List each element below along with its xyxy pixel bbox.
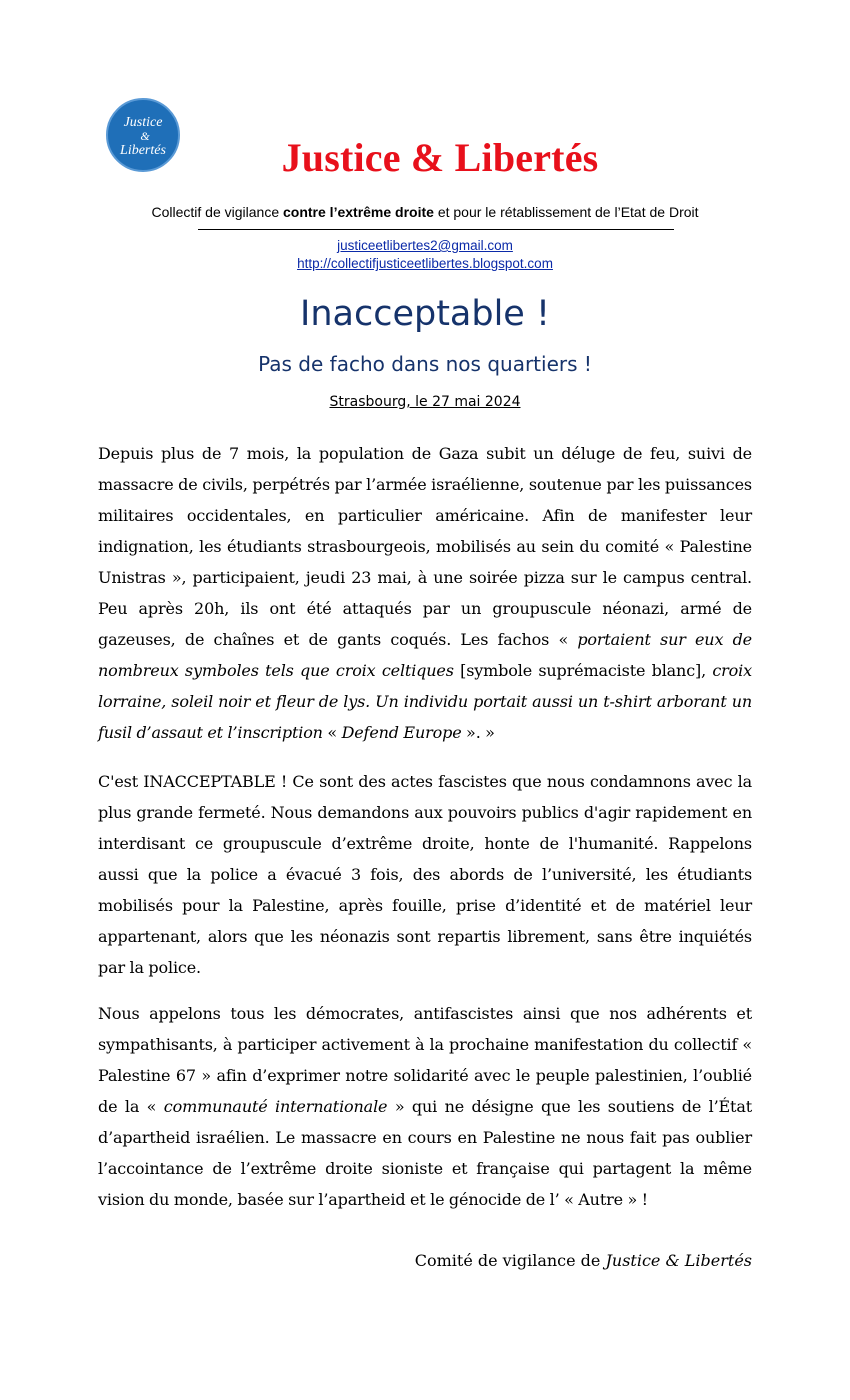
logo-text-line3: Libertés: [120, 143, 166, 158]
paragraph-3: Nous appelons tous les démocrates, antifascistes ainsi que nos adhérents et sympathisants, à participer activement à la prochaine manifestation du collectif « Palestine 67 » afin d’exprimer notre solidarité avec le peuple palestinien, l’oublié de la « communauté internationale » qui ne désigne que les soutiens de l’État d’apartheid israélien. Le massacre en cours en Palestine ne nous fait pas oublier l’accointance de l’extrême droite sioniste et française qui partagent la même vision du monde, basée sur l’apartheid et le génocide de l’ « Autre » !: [98, 1004, 752, 1209]
headline: Inacceptable !: [300, 294, 550, 334]
logo-text-line2: &: [140, 129, 150, 143]
email-link[interactable]: justiceetlibertes2@gmail.com: [337, 238, 513, 253]
blog-link[interactable]: http://collectifjusticeetlibertes.blogspot.com: [297, 256, 553, 271]
header-divider: [198, 229, 674, 230]
signature: Comité de vigilance de Justice & Libertés: [414, 1251, 752, 1270]
tagline: Collectif de vigilance contre l’extrême droite et pour le rétablissement de l’Etat de Droit: [151, 204, 699, 220]
dateline: Strasbourg, le 27 mai 2024: [329, 394, 521, 410]
paragraph-2: C'est INACCEPTABLE ! Ce sont des actes fascistes que nous condamnons avec la plus grande fermeté. Nous demandons aux pouvoirs publics d'agir rapidement en interdisant ce groupuscule d’extrême droite, honte de l'humanité. Rappelons aussi que la police a évacué 3 fois, des abords de l’université, les étudiants mobilisés pour la Palestine, après fouille, prise d’identité et de matériel leur appartenant, alors que les néonazis sont repartis librement, sans être inquiétés par la police.: [98, 772, 752, 977]
organization-title: Justice & Libertés: [281, 135, 599, 180]
logo-text-line1: Justice: [123, 115, 163, 130]
subheadline: Pas de facho dans nos quartiers !: [258, 352, 592, 376]
paragraph-1: Depuis plus de 7 mois, la population de Gaza subit un déluge de feu, suivi de massacre de civils, perpétrés par l’armée israélienne, soutenue par les puissances militaires occidentales, en particulier américaine. Afin de manifester leur indignation, les étudiants strasbourgeois, mobilisés au sein du comité « Palestine Unistras », participaient, jeudi 23 mai, à une soirée pizza sur le campus central. Peu après 20h, ils ont été attaqués par un groupuscule néonazi, armé de gazeuses, de chaînes et de gants coqués. Les fachos « portaient sur eux de nombreux symboles tels que croix celtiques [symbole suprémaciste blanc], croix lorraine, soleil noir et fleur de lys. Un individu portait aussi un t-shirt arborant un fusil d’assaut et l’inscription « Defend Europe ». »: [98, 444, 752, 742]
